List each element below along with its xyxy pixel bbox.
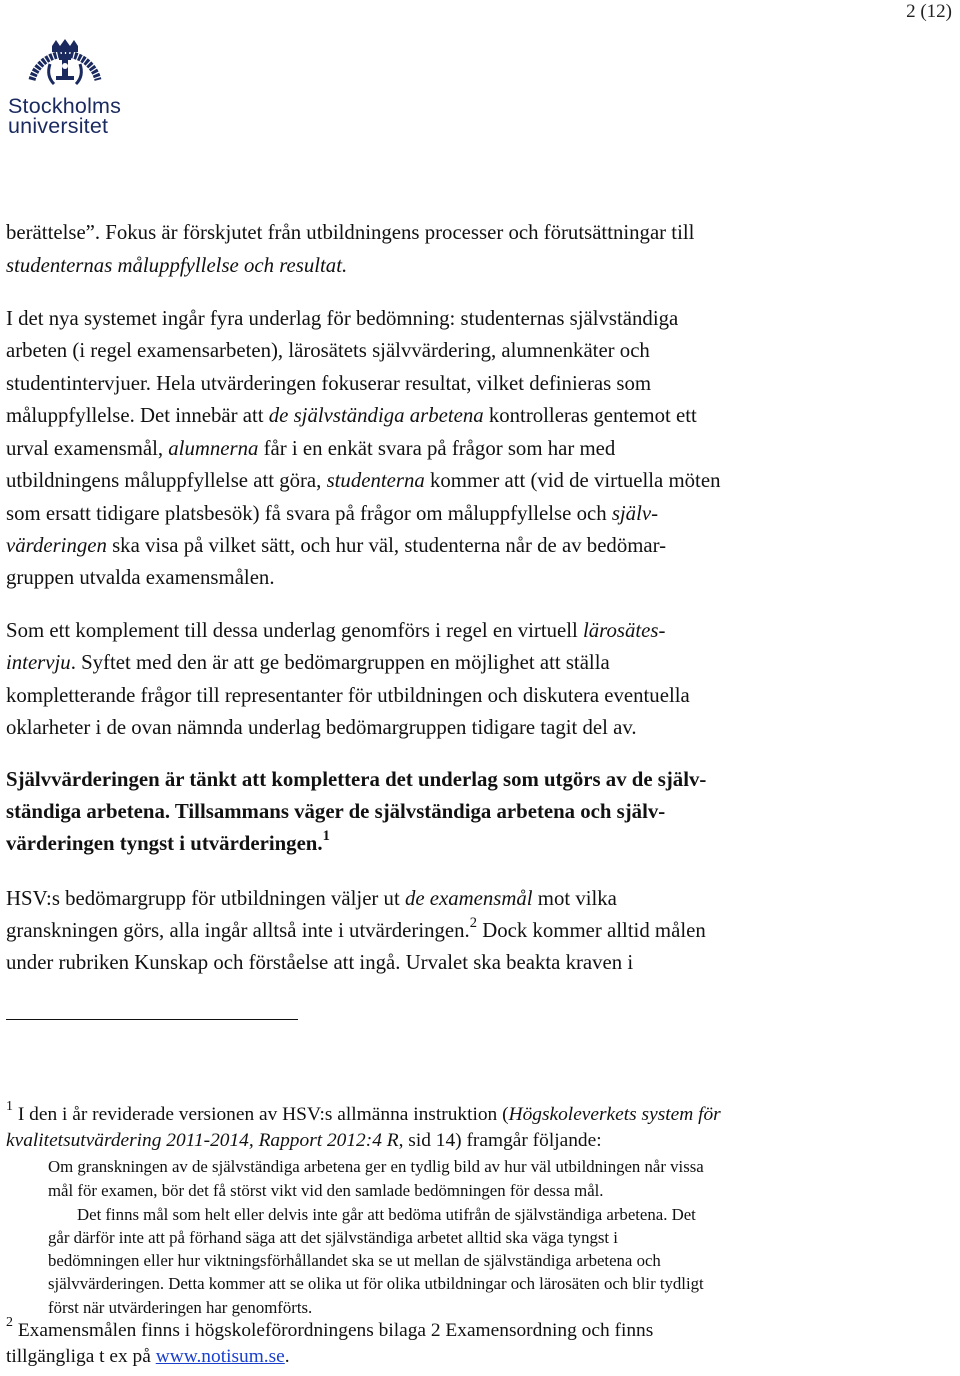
text-run: kommer att (vid de virtuella möten (424, 469, 721, 492)
quote-line: Det finns mål som helt eller delvis inte går att bedöma utifrån de självständiga arbetena. Det (77, 1205, 696, 1224)
paragraph-line: berättelse”. Fokus är förskjutet från utbildningens processer och förutsättningar till (6, 221, 695, 244)
logo-wordmark-line2: universitet (8, 114, 109, 138)
paragraph-line: studenternas måluppfyllelse och resultat. (6, 254, 348, 277)
text-run-italic: intervju (6, 651, 71, 674)
logo-wordmark-line1: Stockholms (8, 94, 122, 118)
paragraph-line (6, 887, 617, 911)
page-number: 2 (12) (906, 1, 952, 22)
footnote-ref: 2 (469, 914, 478, 931)
text-run-bold: värderingen tyngst i utvärderingen. (6, 832, 323, 855)
text-run: utbildningens måluppfyllelse att göra, (6, 469, 327, 492)
quote-line: går därför inte att på förhand säga att det självständiga arbetet alltid ska väga tyngst i (48, 1228, 618, 1247)
paragraph-line-bold (6, 827, 330, 856)
text-run: granskningen görs, alla ingår alltså inte i utvärderingen. (6, 919, 470, 942)
text-run: . (284, 1346, 290, 1367)
paragraph-line (6, 534, 666, 558)
paragraph-line (6, 469, 720, 493)
paragraph-line: kompletterande frågor till representanter för utbildningen och diskutera eventuella (6, 684, 690, 707)
text-run-italic: studenterna (326, 469, 425, 492)
paragraph-line-bold: ständiga arbetena. Tillsammans väger de självständiga arbetena och själv- (6, 800, 666, 823)
text-run-italic: alumnerna (168, 437, 259, 460)
paragraph-line (6, 619, 665, 643)
paragraph-line: studentintervjuer. Hela utvärderingen fokuserar resultat, vilket definieras som (6, 372, 652, 395)
footnote-number: 1 (6, 1099, 13, 1115)
footnote-2-line (6, 1346, 290, 1368)
text-run: HSV:s bedömargrupp för utbildningen väljer ut (6, 887, 405, 910)
paragraph-line: under rubriken Kunskap och förståelse att ingå. Urvalet ska beakta kraven i (6, 951, 634, 974)
footnote-ref: 1 (322, 827, 330, 844)
footnote-number: 2 (6, 1315, 13, 1331)
paragraph-line (6, 437, 615, 461)
text-run: mot vilka (532, 887, 617, 910)
text-run: Som ett komplement till dessa underlag genomförs i regel en virtuell (6, 619, 583, 642)
text-run-italic: de självständiga arbetena (268, 404, 484, 427)
text-run-italic: lärosätes- (582, 619, 666, 642)
text-run-italic: själv- (611, 502, 659, 525)
seal-icon (26, 36, 104, 94)
text-run: , sid 14) framgår följande: (398, 1130, 602, 1151)
footnote-separator (6, 1019, 298, 1020)
paragraph-line (6, 404, 697, 428)
quote-line: självvärderingen. Detta kommer att se olika ut för olika utbildningar och lärosäten och blir tydligt (48, 1274, 704, 1293)
paragraph-line: oklarheter i de ovan nämnda underlag bedömargruppen tidigare tagit del av. (6, 716, 637, 739)
footnote-1-line (6, 1130, 602, 1152)
quote-line: mål för examen, bör det få störst vikt vid den samlade bedömningen för dessa mål. (48, 1181, 604, 1200)
paragraph-line: I det nya systemet ingår fyra underlag för bedömning: studenternas självständiga (6, 307, 679, 330)
text-run: urval examensmål, (6, 437, 169, 460)
footnote-2-line (6, 1315, 654, 1342)
text-run: tillgängliga t ex på (6, 1346, 156, 1367)
paragraph-line (6, 651, 610, 675)
text-run-italic: kvalitetsutvärdering 2011-2014, Rapport 2012:4 R (6, 1130, 399, 1151)
paragraph-line: gruppen utvalda examensmålen. (6, 566, 275, 589)
text-run: som ersatt tidigare platsbesök) få svara på frågor om måluppfyllelse och (6, 502, 612, 525)
quote-line: först när utvärderingen har genomförts. (48, 1298, 313, 1317)
text-run: Dock kommer alltid målen (477, 919, 706, 942)
quote-line: bedömningen eller hur viktningsförhållandet ska se ut mellan de självständiga arbetena och (48, 1251, 661, 1270)
quote-line: Om granskningen av de självständiga arbetena ger en tydlig bild av hur väl utbildningen når vissa (48, 1157, 704, 1176)
text-run: får i en enkät svara på frågor som har med (258, 437, 616, 460)
notisum-link[interactable]: www.notisum.se (155, 1346, 285, 1367)
text-run-italic: de examensmål (404, 887, 533, 910)
footnote-1-line (6, 1099, 721, 1126)
text-run: måluppfyllelse. Det innebär att (6, 404, 269, 427)
text-run: kontrolleras gentemot ett (483, 404, 697, 427)
text-run-italic: värderingen (6, 534, 107, 557)
paragraph-line (6, 914, 706, 943)
paragraph-line (6, 502, 658, 526)
paragraph-line-bold: Självvärderingen är tänkt att komplettera det underlag som utgörs av de själv- (6, 768, 707, 791)
text-run: I den i år reviderade versionen av HSV:s allmänna instruktion ( (12, 1104, 509, 1125)
text-run-italic: Högskoleverkets system för (508, 1104, 721, 1125)
text-run: Examensmålen finns i högskoleförordningens bilaga 2 Examensordning och finns (12, 1320, 654, 1341)
university-logo (8, 36, 128, 136)
text-run: . Syftet med den är att ge bedömargruppen en möjlighet att ställa (70, 651, 610, 674)
paragraph-line: arbeten (i regel examensarbeten), lärosätets självvärdering, alumnenkäter och (6, 339, 650, 362)
text-run: ska visa på vilket sätt, och hur väl, studenterna når de av bedömar- (106, 534, 667, 557)
